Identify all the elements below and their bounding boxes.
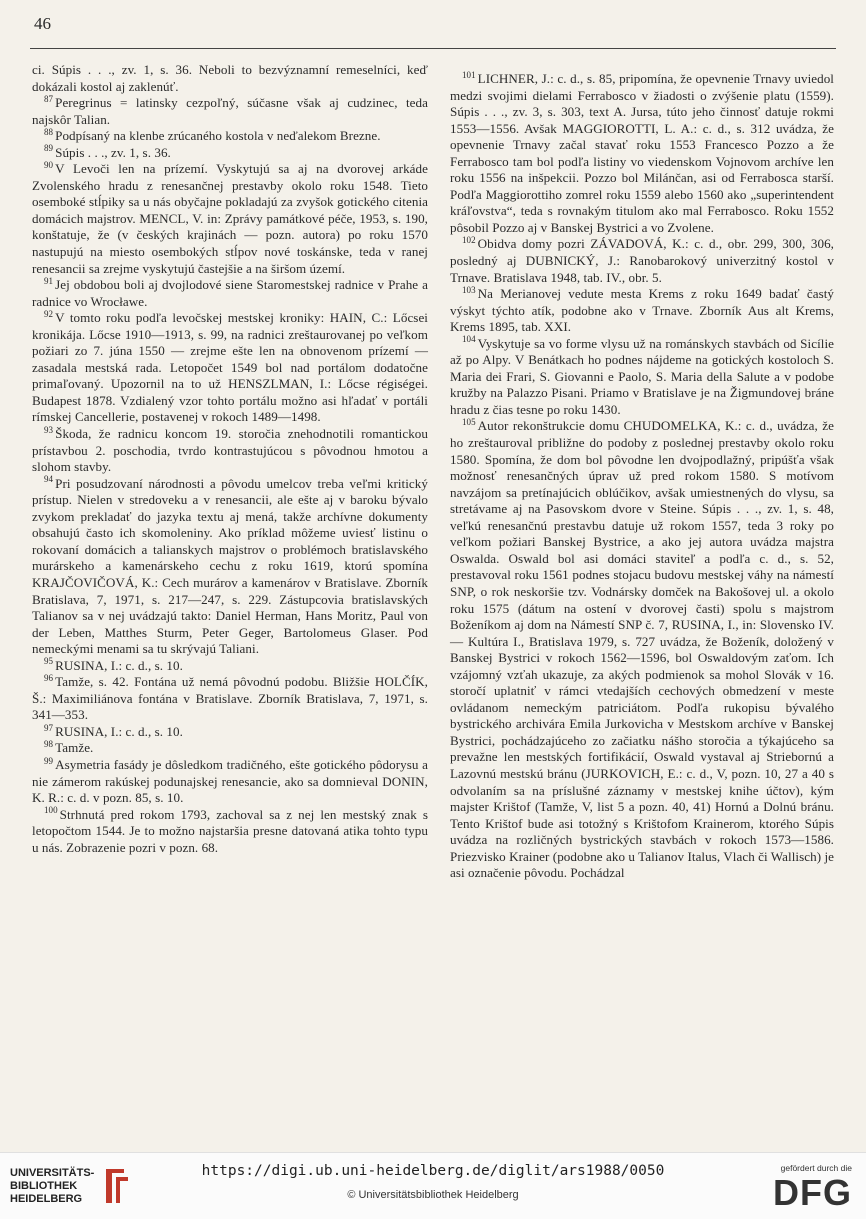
footnote-number: 95 (44, 656, 54, 667)
footer-bar (0, 1152, 866, 1219)
right-column (450, 71, 834, 882)
footnote (32, 145, 428, 162)
footnote-number: 91 (44, 275, 54, 286)
footnote-text: LICHNER, J.: c. d., s. 85, pripomína, že opevnenie Trnavy uviedol medzi svojimi dielami Ferrabosco v žiadosti o zvýšenie platu (1559). Súpis . . ., zv. 3, s. 303, text A. Jursa, túto jeho činnosť datuje rokmi 1553—1556. Avšak MAGGIOROTTI, L. A.: c. d., s. 312 uvádza, že opevnenie Trnavy začal stavať roku 1553 Francesco Pozzo a že Ferrabosco tam bol podľa listiny vo viedenskom Vojnovom archíve len roku 1556 na inšpekcii. Pozzo bol Milánčan, asi od Ferrabosca starší. Podľa Maggiorottiho zomrel roku 1559 alebo 1560 ako „superintendent kráľovstva“, teda s rovnakým titulom ako mal Ferrabosco. Roku 1552 pôsobil Pozzo aj v Banskej Bystrici a vo Zvolene. (450, 71, 834, 235)
footnote-number: 98 (44, 739, 54, 750)
footnote-number: 96 (44, 672, 54, 683)
library-name: UNIVERSITÄTS- BIBLIOTHEK HEIDELBERG (10, 1167, 95, 1205)
footnote-text: Tamže, s. 42. Fontána už nemá pôvodnú podobu. Bližšie HOLČÍK, Š.: Maximiliánova fontána v Bratislave. Zborník Bratislava, 7, 1971, s. 341—353. (32, 674, 428, 723)
footnote (32, 128, 428, 145)
footnote (450, 336, 834, 419)
footnote-text: Peregrinus = latinsky cezpoľný, súčasne však aj cudzinec, teda najskôr Talian. (32, 95, 428, 127)
footnote-text: Škoda, že radnicu koncom 19. storočia znehodnotili romantickou prístavbou 2. poschodia, tvrdo kontrastujúcou s pôvodnou hmotou a slohom stavby. (32, 426, 428, 475)
footnote-number: 88 (44, 126, 54, 137)
footnote (450, 418, 834, 881)
footnote (32, 161, 428, 277)
page-number: 46 (34, 14, 51, 33)
footnote-number: 105 (462, 417, 476, 428)
footnote-number: 103 (462, 284, 476, 295)
footnote-text: Strhnutá pred rokom 1793, zachoval sa z nej len mestský znak s letopočtom 1544. Je to možno najstaršia presne datovaná atika tohto typu u nás. Zobrazenie pozri v pozn. 68. (32, 806, 428, 855)
dfg-logo[interactable]: DFG (773, 1172, 852, 1213)
footnote-text: Obidva domy pozri ZÁVADOVÁ, K.: c. d., obr. 299, 300, 306, posledný aj DUBNICKÝ, J.: Ranobarokový univerzitný kostol v Trnave. Bratislava 1948, tab. IV., obr. 5. (450, 236, 834, 285)
footnote-number: 99 (44, 755, 54, 766)
footnote-number: 92 (44, 308, 54, 319)
footnote (32, 310, 428, 426)
footnote-number: 102 (462, 235, 476, 246)
funded-by-label: gefördert durch die (780, 1163, 852, 1173)
footnote-text: Jej obdobou boli aj dvojlodové siene Staromestskej radnice v Prahe a radnice vo Wrocławe. (32, 277, 428, 309)
footnote-text: V Levoči len na prízemí. Vyskytujú sa aj na dvorovej arkáde Zvolenského hradu z renesančnej prestavby okolo roku 1548. Tieto osemboké stĺpiky sa u nás obyčajne pokladajú za zvyšok gotického citenia domácich majstrov. MENCL, V. in: Zprávy památkové péče, 1953, s. 190, konštatuje, že (v českých krajinách — pozn. autora) po roku 1570 nastupujú na miesto osembokých stĺpov nové toskánske, teda v ranej renesancii sa zrejme vyskytujú častejšie a na širšom území. (32, 161, 428, 276)
footnote-number: 87 (44, 93, 54, 104)
footnote-text: RUSINA, I.: c. d., s. 10. (55, 723, 183, 739)
footnote-number: 94 (44, 474, 54, 485)
footnote-text: Tamže. (55, 740, 94, 756)
footnote (32, 658, 428, 675)
footnote (32, 426, 428, 476)
footnote (32, 724, 428, 741)
footnote-number: 90 (44, 159, 54, 170)
footnote-text: Autor rekonštrukcie domu CHUDOMELKA, K.: c. d., uvádza, že ho zreštauroval približne do podoby z poslednej prestavby okolo roku 1580. Spomína, že dom bol pôvodne len dvojpodlažný, pripúšťa však možnosť renesančných úprav už pred rokom 1580. S motívom navzájom sa pretínajúcich oblúčikov, avšak umiestnených do vlysu, sa stretávame aj na Pasovskom dvore v Steine. Súpis . . ., zv. 1, s. 48, veľkú renesančnú prestavbu datuje už rokom 1557, teda 3 roky po veľkom požiari Banskej Bystrice, a ako jej autora uvádza majstra Oswalda. Oswald bol asi domáci staviteľ a podľa c. d., s. 52, prestavoval roku 1561 podnes stojacu budovu mestskej váhy na námestí SNP, o rok neskoršie tzv. Vodnársky domček na Bakošovej ul. a okolo roku 1575 (dátum na ostení v dvorovej časti) spolu s majstrom Boženíkom aj dom na Námestí SNP č. 7, RUSINA, I., in: Slovensko IV. — Kultúra I., Bratislava 1979, s. 727 uvádza, že Boženík, doložený v Banskej Bystrici v rokoch 1562—1596, bol Oswaldovým zaťom. Ich vzájomný vzťah ukazuje, za akých podmienok sa mohol Slovák v 16. storočí uplatniť v rámci vtedajších cechových obmedzení v meste ovládanom nemeckým patriciátom. Podľa rukopisu bývalého bystrického archivára Emila Jurkovicha v Mestskom archíve v Banskej Bystrici, pochádzajúceho zo začiatku nášho storočia a týkajúceho sa prevažne len mestských fortifikácií, Oswald vystaval aj Striebornú a Lazovnú mestskú bránu (JURKOVICH, E.: c. d., V, pozn. 10, 27 a 40 s odvolaním sa na príslušné záznamy v mestskej knihe účtov), kým majster Krištof (Tamže, V, list 5 a pozn. 40, 41) Hornú a Dolnú bránu. Tento Krištof bude asi totožný s Krištofom Krainerom, ktorého Súpis uvádza na rozličných bystrických stavbách v rokoch 1573—1586. Priezvisko Krainer (podobne ako u Talianov Italus, Vlach či Wallisch) je asi označenie pôvodu. Pochádzal (450, 418, 834, 881)
footnote-text: Asymetria fasády je dôsledkom tradičného, ešte gotického pôdorysu a nie zámerom rakúskej podunajskej renesancie, ako sa domnieval DONIN, K. R.: c. d. v pozn. 85, s. 10. (32, 756, 428, 806)
footnote-text: V tomto roku podľa levočskej mestskej kroniky: HAIN, C.: Lőcsei kronikája. Lőcse 1910—1913, s. 99, na radnici zreštaurovanej po veľkom požiari zo 7. júna 1550 — zrejme ešte len na obnovenom prízemí — zasadala mestská rada. Letopočet 1549 bol nad portálom dodatočne primaľovaný. Upozornil na to už HENSZLMAN, I.: Lőcse régiségei. Budapest 1878. Vzdialený vzor tohto portálu možno asi hľadať v portáli rímskej Cancellerie, postavenej v rokoch 1489—1498. (32, 310, 428, 425)
footnote (450, 236, 834, 286)
footnote-number: 93 (44, 424, 54, 435)
footnote-text: Súpis . . ., zv. 1, s. 36. (55, 144, 171, 160)
left-column (32, 62, 428, 856)
document-url-link[interactable]: https://digi.ub.uni-heidelberg.de/diglit/ars1988/0050 (201, 1163, 665, 1179)
footnote-text: Pri posudzovaní národnosti a pôvodu umelcov treba veľmi kritický prístup. Nielen v stredoveku a v renesancii, ale ešte aj v baroku bývalo zvykom prekladať do jazyka textu aj mená, takže archívne dokumenty obsahujú často ich skomoleniny. Ako príklad môžeme uviesť listinu o rokovaní domácich a talianskych majstrov o problémoch bratislavského murárskeho a kamenárskeho cechu z roku 1619, ktorú spomína KRAJČOVIČOVÁ, K.: Cech murárov a kamenárov v Bratislave. Zborník Bratislava, 7, 1971, s. 217—247, s. 229. Zástupcovia bratislavských Talianov sa v nej uvádzajú takto: Daniel Herman, Hans Moritz, Paul von der Leben, Matthes Sturm, Peter Geger, Bartolomeus Glaser. Pod nemeckými menami sa tu skrývajú Taliani. (32, 475, 428, 657)
footnote-text: Vyskytuje sa vo forme vlysu už na románskych stavbách od Sicílie až po Alpy. V Benátkach ho podnes nájdeme na gotických kostoloch S. Maria dei Frari, S. Giovanni e Paolo, S. Maria della Salute a v podobe kružby na Palazzo Pisani. Priamo v Bratislave je na Žigmundovej bráne hradu z čias tesne po roku 1430. (450, 335, 834, 417)
footnote (450, 71, 834, 236)
copyright-text: © Universitätsbibliothek Heidelberg (347, 1189, 519, 1201)
footnote (32, 674, 428, 724)
footnote (32, 62, 428, 95)
footnote-text: Podpísaný na klenbe zrúcaného kostola v neďalekom Brezne. (55, 128, 381, 144)
footnote-text: RUSINA, I.: c. d., s. 10. (55, 657, 183, 673)
footnote (450, 286, 834, 336)
footnote (32, 95, 428, 128)
footnote-number: 101 (462, 69, 476, 80)
copyright-notice (0, 1189, 866, 1201)
footnote-text: Na Merianovej vedute mesta Krems z roku 1649 badať častý výskyt týchto atík, podobne ako v Trnave. Zborník Aus alt Krems, Krems 1895, tab. XXI. (450, 286, 834, 335)
footnote-number: 104 (462, 334, 476, 345)
footnote-number: 89 (44, 143, 54, 154)
footnote (32, 740, 428, 757)
footnote-number: 100 (44, 805, 58, 816)
footnote-text: ci. Súpis . . ., zv. 1, s. 36. Neboli to bezvýznamní remeselníci, keď dokázali kostol aj zaklenúť. (32, 62, 428, 94)
footnote-number: 97 (44, 722, 54, 733)
footnote (32, 277, 428, 310)
footnote (32, 757, 428, 807)
footnote (32, 807, 428, 857)
footnote (32, 476, 428, 658)
header-rule (30, 48, 836, 49)
